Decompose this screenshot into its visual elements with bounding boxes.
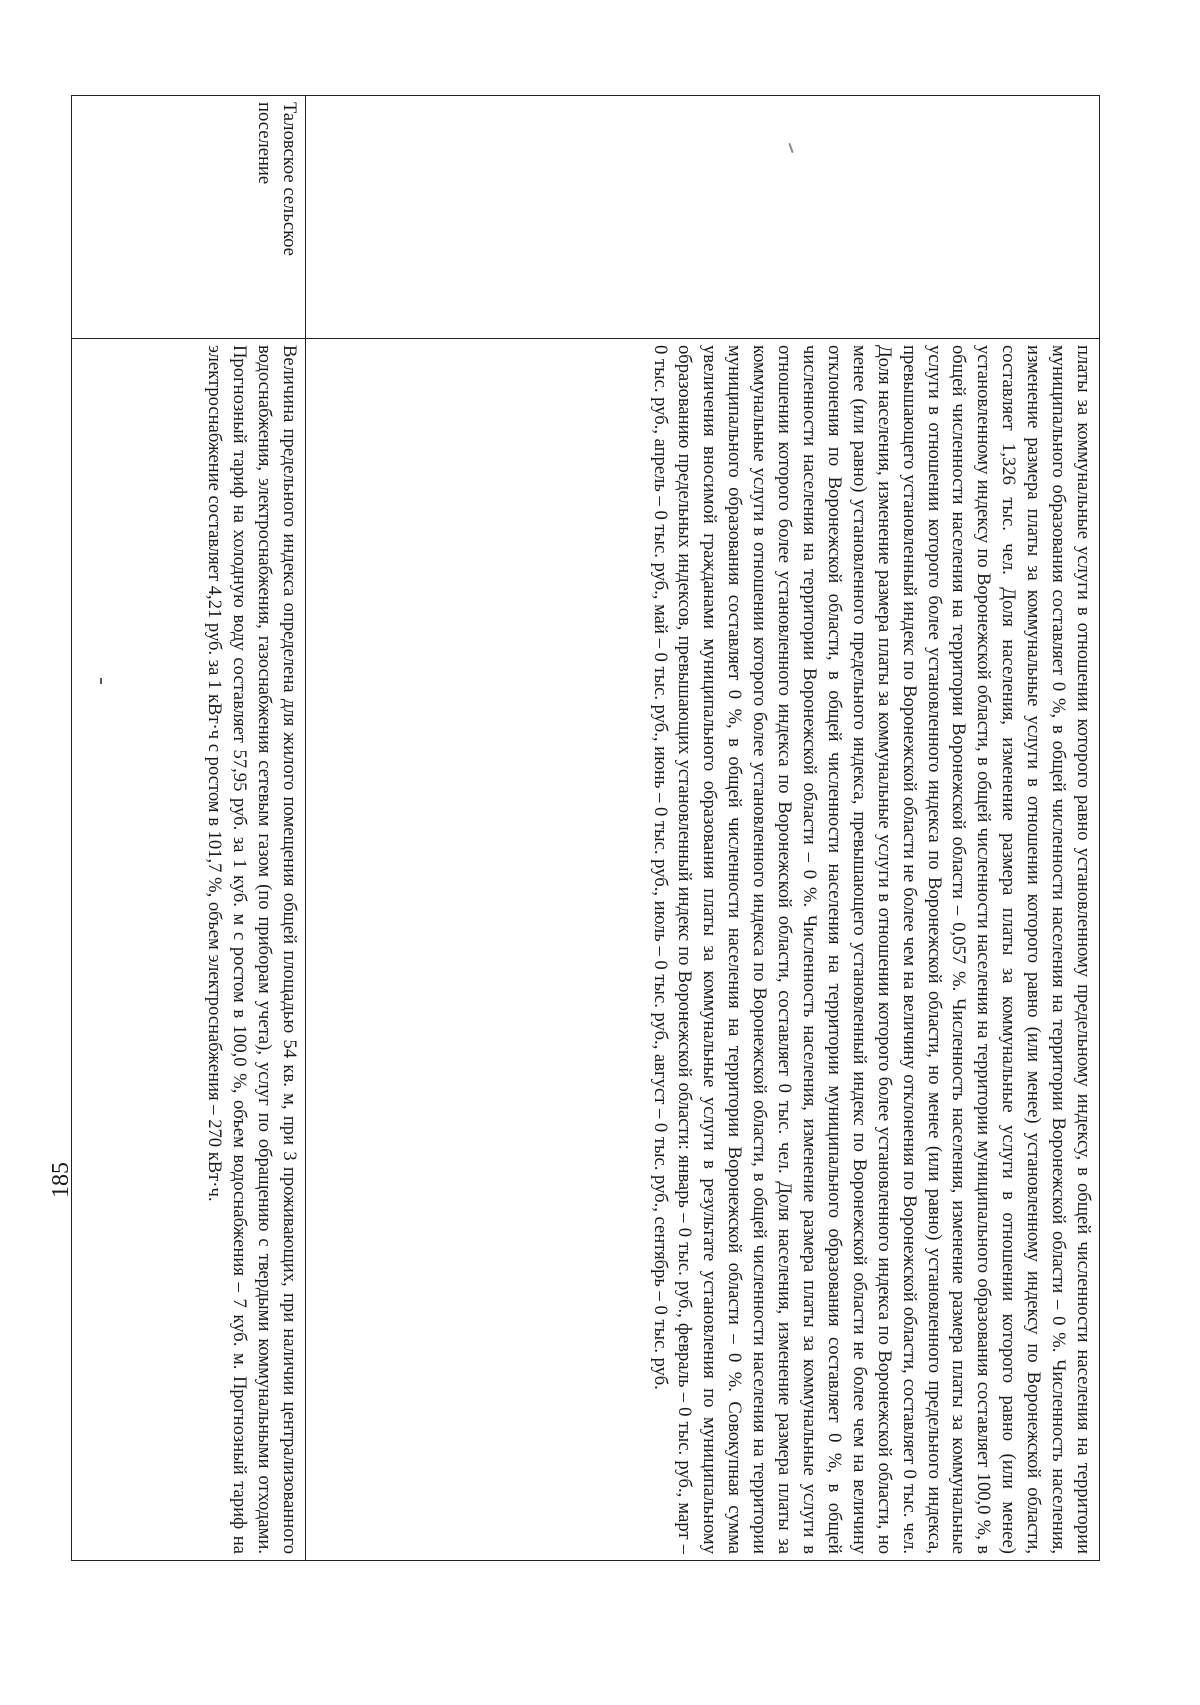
- scan-mark: [100, 678, 102, 684]
- municipality-cell: [306, 96, 1100, 339]
- table-row: [306, 96, 1100, 1561]
- description-cell: Величина предельного индекса определена для жилого помещения общей площадью 54 кв. м, при 3 проживающих, при наличии централизованного водоснабжения, электроснабжения, газоснабжения сетевым газом (по приборам учета), услуг по обращению с твердыми коммунальными отходами. Прогнозный тариф на холодную воду составляет 57,95 руб. за 1 куб. м с ростом в 100,0 %, объем водоснабжения – 7 куб. м. Прогнозный тариф на электроснабжение составляет 4,21 руб. за 1 кВт·ч с ростом в 101,7 %, объем электроснабжения – 270 кВт·ч.: [72, 339, 306, 1561]
- description-cell: платы за коммунальные услуги в отношении которого равно установленному предельному индексу, в общей численности населения на территории муниципального образования составляет 0 %, в общей численности населения на территории Воронежской области – 0 %. Численность населения, изменение размера платы за коммунальные услуги в отношении которого равно (или менее) установленному индексу по Воронежской области, составляет 1,326 тыс. чел. Доля населения, изменение размера платы за коммунальные услуги в отношении которого равно (или менее) установленному индексу по Воронежской области, в общей численности населения на территории муниципального образования составляет 100,0 %, в общей численности населения на территории Воронежской области – 0,057 %. Численность населения, изменение размера платы за коммунальные услуги в отношении которого более установленного индекса по Воронежской области, но менее (или равно) установленного предельного индекса, превышающего установленный индекс по Воронежской области не более чем на величину отклонения по Воронежской области, составляет 0 тыс. чел. Доля населения, изменение размера платы за коммунальные услуги в отношении которого более установленного индекса по Воронежской области, но менее (или равно) установленного предельного индекса, превышающего установленный индекс по Воронежской области не более чем на величину отклонения по Воронежской области, в общей численности населения на территории муниципального образования составляет 0 %, в общей численности населения на территории Воронежской области – 0 %. Численность населения, изменение размера платы за коммунальные услуги в отношении которого более установленного индекса по Воронежской области, составляет 0 тыс. чел. Доля населения, изменение размера платы за коммунальные услуги в отношении которого более установленного индекса по Воронежской области, в общей численности населения на территории муниципального образования составляет 0 %, в общей численности населения на территории Воронежской области – 0 %. Совокупная сумма увеличения вносимой гражданами муниципального образования платы за коммунальные услуги в результате установления по муниципальному образованию предельных индексов, превышающих установленный индекс по Воронежской области: январь – 0 тыс. руб., февраль – 0 тыс. руб., март – 0 тыс. руб., апрель – 0 тыс. руб., май – 0 тыс. руб., июнь – 0 тыс. руб., июль – 0 тыс. руб., август – 0 тыс. руб., сентябрь – 0 тыс. руб.: [306, 339, 1100, 1561]
- table-row: [72, 96, 306, 1561]
- page-number: 185: [48, 1162, 74, 1198]
- document-table: [71, 95, 1100, 1561]
- municipality-cell: Таловское сельское поселение: [72, 96, 306, 339]
